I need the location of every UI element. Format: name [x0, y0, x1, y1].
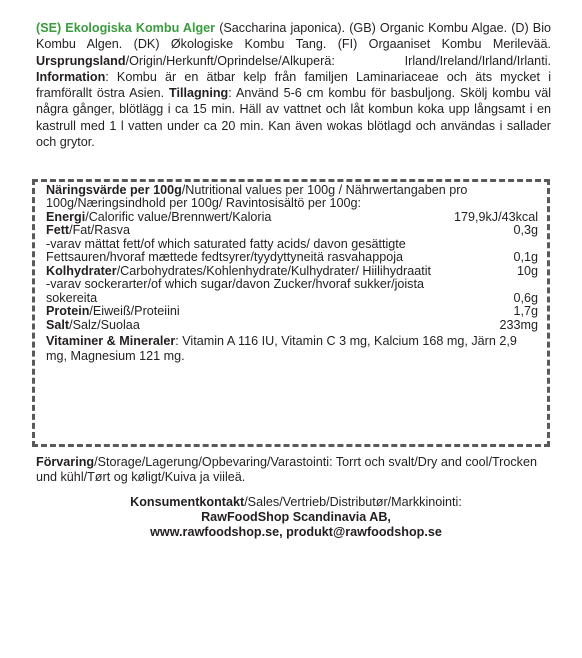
energy-value: 179,9kJ/43kcal	[453, 209, 538, 224]
sugar-text: -varav sockerarter/of which sugar/davon Zucker/hvoraf sukker/joista sokereita	[46, 277, 424, 305]
nutrition-row-energy	[46, 211, 538, 224]
product-description	[36, 20, 551, 150]
carbohydrates-value: 10g	[516, 263, 538, 278]
salt-value: 233mg	[499, 317, 538, 332]
fat-text: /Fat/Rasva	[69, 223, 130, 238]
preparation-label: Tillagning	[169, 86, 229, 101]
consumer-contact	[36, 495, 556, 539]
nutrition-table	[46, 184, 538, 365]
salt-label: Salt	[46, 317, 70, 332]
nutrition-header-label: Näringsvärde per 100g	[46, 183, 182, 197]
saturated-fat-text: -varav mättat fett/of which saturated fatty acids/ davon gesättigte Fettsauren/hvoraf mættede fedtsyrer/tyydyttyneitä rasvahappoja	[46, 236, 406, 265]
nutrition-header	[46, 184, 538, 211]
nutrition-row-carbohydrates	[46, 265, 538, 278]
product-title: (SE) Ekologiska Kombu Alger	[36, 21, 216, 35]
saturated-fat-value: 0,1g	[513, 250, 538, 265]
company-name: RawFoodShop Scandinavia AB,	[201, 509, 391, 524]
fat-value: 0,3g	[513, 223, 538, 238]
information-text: : Kombu är en ätbar kelp från familjen Laminariaceae och äts mycket i framförallt östra Asien.	[36, 69, 551, 101]
nutrition-row-fat	[46, 224, 538, 237]
contact-web-email: www.rawfoodshop.se, produkt@rawfoodshop.se	[150, 524, 442, 539]
preparation-text: : Använd 5-6 cm kombu för basbuljong. Skölj kombu väl några gånger, blötlägg i ca 15 min. Häll av vattnet och låt kombun koka upp långsamt i en kastrull med 1 l vatten under ca 20 min. Kan även wokas blötlagd och användas i sallader och grytor.	[36, 86, 551, 150]
origin-label: Ursprungsland	[36, 53, 126, 68]
carbohydrates-label: Kolhydrater	[46, 263, 117, 278]
nutrition-row-salt	[46, 319, 538, 332]
carbohydrates-text: /Carbohydrates/Kohlenhydrate/Kulhydrater/ Hiilihydraatit	[116, 263, 431, 278]
storage-info	[36, 455, 556, 484]
fat-label: Fett	[46, 223, 70, 238]
energy-text: /Calorific value/Brennwert/Kaloria	[85, 209, 272, 224]
storage-text: /Storage/Lagerung/Opbevaring/Varastointi: Torrt och svalt/Dry and cool/Trocken und kühl/Tørt og køligt/Kuiva ja viileä.	[36, 455, 537, 484]
nutrition-row-saturated	[46, 238, 538, 265]
energy-label: Energi	[46, 209, 86, 224]
nutrition-row-vitamins	[46, 334, 538, 365]
protein-text: /Eiweiß/Proteiini	[89, 304, 180, 319]
storage-label: Förvaring	[36, 455, 95, 469]
vitamins-text: : Vitamin A 116 IU, Vitamin C 3 mg, Kalcium 168 mg, Järn 2,9 mg, Magnesium 121 mg.	[46, 333, 517, 364]
nutrition-header-text: /Nutritional values per 100g / Nährwertangaben pro 100g/Næringsindhold per 100g/ Ravintosisältö per 100g:	[46, 183, 468, 211]
protein-label: Protein	[46, 304, 90, 319]
vitamins-label: Vitaminer & Mineraler	[46, 333, 176, 348]
contact-label: Konsumentkontakt	[130, 495, 245, 509]
salt-text: /Salz/Suolaa	[69, 317, 140, 332]
information-label: Information	[36, 69, 106, 84]
product-names: (Saccharina japonica). (GB) Organic Kombu Algae. (D) Bio Kombu Algen. (DK) Økologiske Kombu Tang. (FI) Orgaaniset Kombu Merilevää.	[36, 21, 552, 52]
nutrition-row-protein	[46, 305, 538, 318]
nutrition-row-sugar	[46, 278, 538, 305]
origin-text: /Origin/Herkunft/Oprindelse/Alkuperä: Irland/Ireland/Irland/Irlanti.	[125, 53, 551, 68]
protein-value: 1,7g	[513, 304, 538, 319]
sugar-value: 0,6g	[513, 290, 538, 305]
contact-label-text: /Sales/Vertrieb/Distributør/Markkinointi:	[244, 495, 462, 509]
